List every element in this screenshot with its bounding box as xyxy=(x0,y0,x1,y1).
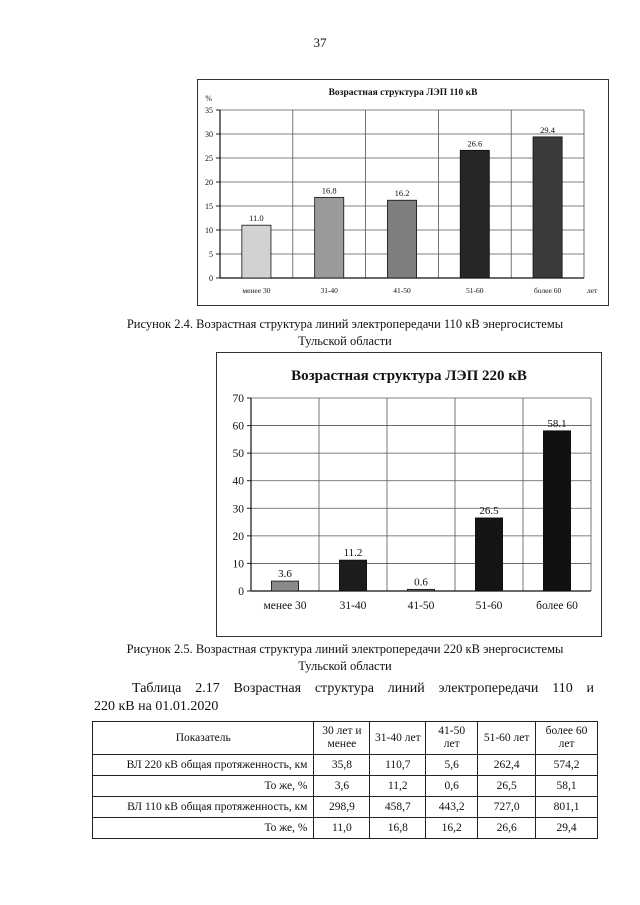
chart-220kv-y-tick-label: 50 xyxy=(232,448,244,461)
table-cell: То же, % xyxy=(93,818,314,839)
chart-110kv-value-label: 11.0 xyxy=(249,213,264,224)
chart-220kv-category-label: более 60 xyxy=(536,600,578,612)
chart-110kv-value-label: 29.4 xyxy=(540,124,556,135)
table-header-cell: 30 лет и менее xyxy=(314,722,370,755)
chart-220kv-y-tick-label: 20 xyxy=(232,530,244,543)
table-cell: 5,6 xyxy=(426,755,478,776)
table-cell: 26,5 xyxy=(478,776,536,797)
chart-110kv-value-label: 26.6 xyxy=(467,138,483,149)
age-structure-table xyxy=(92,721,598,839)
chart-110kv-category-label: 51-60 xyxy=(466,286,484,295)
figure-2-5-caption-line2: Тульской области xyxy=(298,659,392,673)
chart-110kv-y-tick-label: 0 xyxy=(209,273,213,283)
table-2-17-title xyxy=(94,680,594,716)
chart-110kv-title: Возрастная структура ЛЭП 110 кВ xyxy=(328,88,478,98)
table-title-line2: 220 кВ на 01.01.2020 xyxy=(94,699,219,714)
table-row xyxy=(93,818,598,839)
figure-2-4-caption-line1: Рисунок 2.4. Возрастная структура линий электропередачи 110 кВ энергосистемы xyxy=(126,317,564,331)
chart-110kv-y-tick-label: 20 xyxy=(205,177,213,187)
chart-220kv-value-label: 58.1 xyxy=(547,417,567,430)
table-row xyxy=(93,755,598,776)
chart-110kv-bar xyxy=(387,200,416,278)
table-cell: 801,1 xyxy=(536,797,598,818)
table-title-word: Возрастная xyxy=(233,681,302,696)
figure-2-5-caption-line1: Рисунок 2.5. Возрастная структура линий электропередачи 220 кВ энергосистемы xyxy=(126,642,564,656)
table-cell: 11,2 xyxy=(370,776,426,797)
chart-220kv-bar xyxy=(407,589,434,591)
chart-110kv-y-tick-label: 10 xyxy=(205,225,213,235)
table-header-cell: 51-60 лет xyxy=(478,722,536,755)
table-cell: 35,8 xyxy=(314,755,370,776)
table-header-cell: Показатель xyxy=(93,722,314,755)
table-cell: 3,6 xyxy=(314,776,370,797)
chart-110kv-y-tick-label: 5 xyxy=(209,249,213,259)
table-cell: 574,2 xyxy=(536,755,598,776)
chart-110kv-y-tick-label: 25 xyxy=(205,153,213,163)
table-cell: 443,2 xyxy=(426,797,478,818)
chart-110kv-category-label: более 60 xyxy=(533,286,562,295)
table-cell: То же, % xyxy=(93,776,314,797)
chart-220kv-category-label: менее 30 xyxy=(263,600,307,612)
page-number: 37 xyxy=(313,35,327,50)
chart-220kv-category-label: 41-50 xyxy=(407,600,435,612)
chart-110kv-bar xyxy=(242,225,271,278)
chart-220kv-bar xyxy=(339,560,366,591)
chart-220kv-y-tick-label: 0 xyxy=(238,586,244,599)
table-title-word: и xyxy=(586,681,594,696)
chart-220kv-svg xyxy=(217,353,601,636)
chart-220kv-value-label: 11.2 xyxy=(343,547,363,560)
table-cell: ВЛ 110 кВ общая протяженность, км xyxy=(93,797,314,818)
table-cell: 58,1 xyxy=(536,776,598,797)
table-cell: 16,2 xyxy=(426,818,478,839)
chart-110kv-y-tick-label: 15 xyxy=(205,201,213,211)
table-title-word: 110 xyxy=(552,681,573,696)
chart-110kv-category-label: 31-40 xyxy=(320,286,338,295)
table-cell: 16,8 xyxy=(370,818,426,839)
table-cell: 26,6 xyxy=(478,818,536,839)
table-header-cell: 31-40 лет xyxy=(370,722,426,755)
chart-220kv-y-tick-label: 60 xyxy=(232,420,244,433)
table-row xyxy=(93,776,598,797)
table-cell: 298,9 xyxy=(314,797,370,818)
chart-220kv-value-label: 3.6 xyxy=(278,568,292,581)
chart-220kv-y-tick-label: 30 xyxy=(232,503,244,516)
chart-110kv-y-tick-label: 35 xyxy=(205,105,213,115)
table-title-word: структура xyxy=(314,681,374,696)
chart-110kv-svg xyxy=(198,80,608,305)
chart-220kv-y-tick-label: 40 xyxy=(232,475,244,488)
table-header-cell: более 60 лет xyxy=(536,722,598,755)
table-header-cell: 41-50 лет xyxy=(426,722,478,755)
chart-110kv-category-label: менее 30 xyxy=(242,286,271,295)
chart-110kv xyxy=(197,79,609,306)
table-row xyxy=(93,797,598,818)
chart-220kv xyxy=(216,352,602,637)
chart-110kv-bar xyxy=(315,197,344,278)
table-header-row xyxy=(93,722,598,755)
chart-110kv-value-label: 16.2 xyxy=(394,188,410,199)
chart-220kv-bar xyxy=(271,581,298,591)
figure-2-4-caption-line2: Тульской области xyxy=(298,334,392,348)
table-cell: 0,6 xyxy=(426,776,478,797)
chart-110kv-value-label: 16.8 xyxy=(321,185,337,196)
table-title-word: Таблица xyxy=(132,681,182,696)
chart-220kv-bar xyxy=(543,431,570,591)
chart-220kv-bar xyxy=(475,518,502,591)
chart-220kv-category-label: 51-60 xyxy=(475,600,503,612)
chart-220kv-category-label: 31-40 xyxy=(339,600,367,612)
chart-110kv-category-label: 41-50 xyxy=(393,286,411,295)
table-title-word: 2.17 xyxy=(195,681,220,696)
chart-110kv-bar xyxy=(533,137,562,278)
table-cell: 11,0 xyxy=(314,818,370,839)
chart-220kv-title: Возрастная структура ЛЭП 220 кВ xyxy=(291,368,527,384)
chart-220kv-value-label: 26.5 xyxy=(479,504,499,517)
figure-2-5-caption xyxy=(80,641,610,675)
table-cell: 262,4 xyxy=(478,755,536,776)
figure-2-4-caption xyxy=(80,316,610,350)
chart-110kv-bar xyxy=(460,150,489,278)
table-title-word: электропередачи xyxy=(438,681,539,696)
chart-220kv-value-label: 0.6 xyxy=(414,576,428,589)
chart-110kv-y-tick-label: 30 xyxy=(205,129,213,139)
chart-220kv-y-tick-label: 10 xyxy=(232,558,244,571)
chart-220kv-y-tick-label: 70 xyxy=(232,393,244,406)
table-cell: 458,7 xyxy=(370,797,426,818)
table-cell: 727,0 xyxy=(478,797,536,818)
chart-110kv-x-axis-label: лет xyxy=(587,286,598,295)
table-title-word: линий xyxy=(387,681,425,696)
table-cell: 110,7 xyxy=(370,755,426,776)
table-cell: 29,4 xyxy=(536,818,598,839)
chart-110kv-y-axis-label: % xyxy=(205,94,212,103)
table-cell: ВЛ 220 кВ общая протяженность, км xyxy=(93,755,314,776)
